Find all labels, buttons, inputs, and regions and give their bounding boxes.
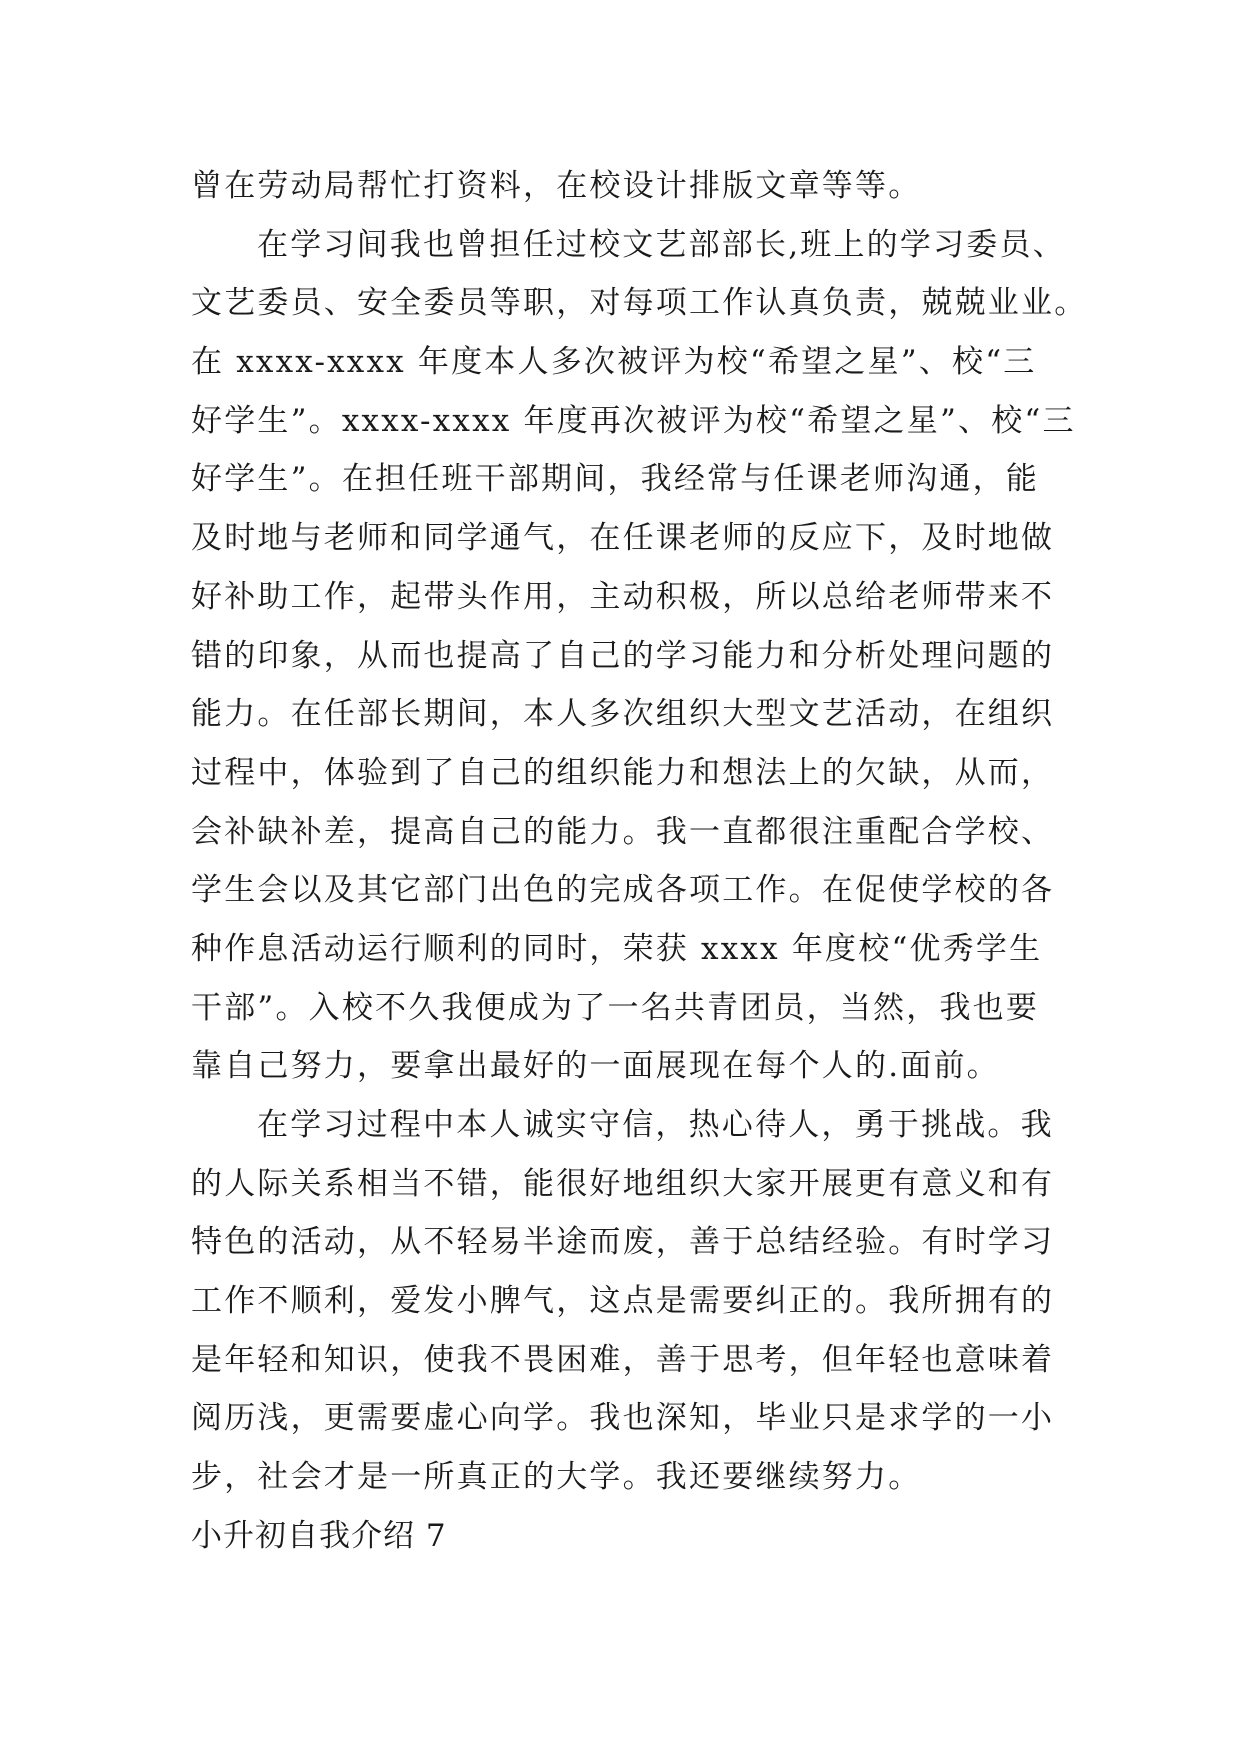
text-line: 曾在劳动局帮忙打资料，在校设计排版文章等等。: [191, 168, 922, 204]
text-line: 种作息活动运行顺利的同时，荣获 xxxx 年度校“优秀学生: [191, 930, 1043, 967]
text-line: 能力。在任部长期间，本人多次组织大型文艺活动，在组织: [191, 696, 1055, 733]
text-line: 文艺委员、安全委员等职，对每项工作认真负责，兢兢业业。: [191, 285, 1088, 322]
text-line: 及时地与老师和同学通气，在任课老师的反应下，及时地做: [191, 520, 1055, 557]
text-line: 错的印象，从而也提高了自己的学习能力和分析处理问题的: [191, 637, 1055, 674]
text-line: 特色的活动，从不轻易半途而废，善于总结经验。有时学习: [191, 1224, 1055, 1261]
text-line: 好学生”。在担任班干部期间，我经常与任课老师沟通，能: [191, 461, 1040, 498]
text-line: 学生会以及其它部门出色的完成各项工作。在促使学校的各: [191, 872, 1055, 909]
text-line: 的人际关系相当不错，能很好地组织大家开展更有意义和有: [191, 1165, 1055, 1202]
text-line: 在学习间我也曾担任过校文艺部部长,班上的学习委员、: [257, 226, 1066, 263]
text-line: 工作不顺利，爱发小脾气，这点是需要纠正的。我所拥有的: [191, 1283, 1055, 1320]
text-line: 会补缺补差，提高自己的能力。我一直都很注重配合学校、: [191, 813, 1055, 850]
section-heading: 小升初自我介绍 7: [191, 1517, 447, 1554]
text-line: 在 xxxx-xxxx 年度本人多次被评为校“希望之星”、校“三: [191, 344, 1037, 381]
text-line: 阅历浅，更需要虚心向学。我也深知，毕业只是求学的一小: [191, 1400, 1055, 1437]
text-line: 干部”。入校不久我便成为了一名共青团员，当然，我也要: [191, 989, 1040, 1026]
text-line: 过程中，体验到了自己的组织能力和想法上的欠缺，从而，: [191, 754, 1055, 791]
text-line: 在学习过程中本人诚实守信，热心待人，勇于挑战。我: [257, 1107, 1054, 1143]
text-line: 靠自己努力，要拿出最好的一面展现在每个人的.面前。: [191, 1048, 1000, 1085]
text-line: 是年轻和知识，使我不畏困难，善于思考，但年轻也意味着: [191, 1341, 1055, 1378]
body-text: [191, 157, 1088, 1566]
text-line: 好学生”。xxxx-xxxx 年度再次被评为校“希望之星”、校“三: [191, 402, 1076, 439]
text-line: 好补助工作，起带头作用，主动积极，所以总给老师带来不: [191, 578, 1055, 615]
text-line: 步，社会才是一所真正的大学。我还要继续努力。: [191, 1459, 922, 1496]
